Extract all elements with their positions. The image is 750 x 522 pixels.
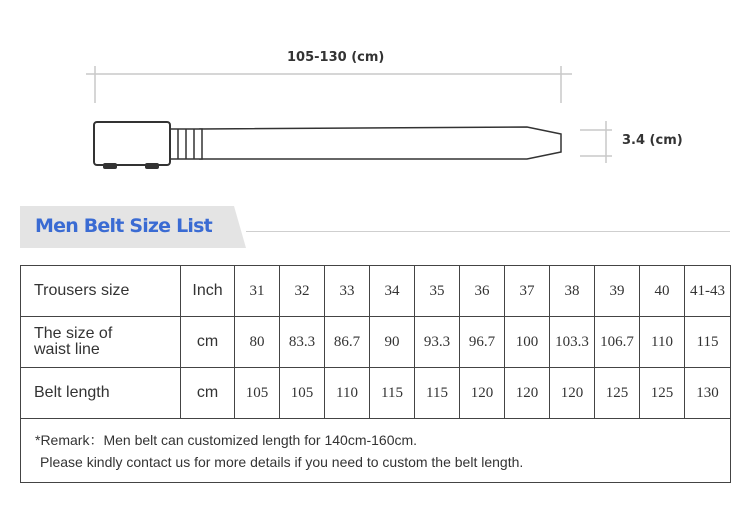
- table-cell: 83.3: [280, 317, 325, 368]
- row-label-waist-line: [21, 317, 181, 368]
- remark-line: *Remark：Men belt can customized length for 140cm-160cm.: [35, 432, 418, 448]
- table-cell: 120: [505, 368, 550, 419]
- belt-size-table: [20, 265, 731, 483]
- table-cell: 125: [640, 368, 685, 419]
- table-row-remark: [21, 419, 731, 483]
- table-cell: 35: [415, 266, 460, 317]
- table-cell: 125: [595, 368, 640, 419]
- section-header: [20, 206, 246, 248]
- belt-strap-shape: [200, 127, 561, 159]
- table-cell: 86.7: [325, 317, 370, 368]
- belt-diagram: [0, 0, 750, 200]
- table-row-belt-length: [21, 368, 731, 419]
- table-cell: 34: [370, 266, 415, 317]
- table-cell: 41-43: [685, 266, 731, 317]
- table-row-waist-line: [21, 317, 731, 368]
- remark-cell: [21, 419, 731, 483]
- table-cell: 96.7: [460, 317, 505, 368]
- length-dimension-label: 105-130 (cm): [287, 50, 385, 65]
- table-cell: 93.3: [415, 317, 460, 368]
- table-cell: 39: [595, 266, 640, 317]
- section-title: Men Belt Size List: [35, 215, 212, 237]
- belt-keeper-loops: [170, 129, 202, 159]
- table-cell: 105: [280, 368, 325, 419]
- table-cell: 100: [505, 317, 550, 368]
- table-cell: 110: [640, 317, 685, 368]
- length-dimension-line: [86, 66, 572, 103]
- table-cell: 115: [415, 368, 460, 419]
- unit-cell: cm: [181, 368, 235, 419]
- unit-cell: Inch: [181, 266, 235, 317]
- table-cell: 40: [640, 266, 685, 317]
- table-cell: 90: [370, 317, 415, 368]
- section-divider: [246, 231, 730, 232]
- width-dimension-line: [580, 121, 612, 163]
- table-cell: 105: [235, 368, 280, 419]
- table-cell: 120: [460, 368, 505, 419]
- row-label-line: The size of: [34, 325, 113, 342]
- table-cell: 130: [685, 368, 731, 419]
- table-cell: 80: [235, 317, 280, 368]
- width-dimension-label: 3.4 (cm): [622, 133, 683, 148]
- table-cell: 33: [325, 266, 370, 317]
- row-label-line: waist line: [34, 341, 100, 358]
- table-cell: 38: [550, 266, 595, 317]
- row-label-trousers-size: Trousers size: [21, 266, 181, 317]
- table-cell: 115: [370, 368, 415, 419]
- table-cell: 115: [685, 317, 731, 368]
- table-cell: 37: [505, 266, 550, 317]
- table-cell: 106.7: [595, 317, 640, 368]
- table-cell: 110: [325, 368, 370, 419]
- unit-cell: cm: [181, 317, 235, 368]
- row-label-belt-length: Belt length: [21, 368, 181, 419]
- table-cell: 36: [460, 266, 505, 317]
- remark-line: Please kindly contact us for more details if you need to custom the belt length.: [40, 454, 524, 470]
- table-cell: 120: [550, 368, 595, 419]
- belt-buckle-shape: [94, 122, 170, 169]
- table-cell: 32: [280, 266, 325, 317]
- table-row-trousers-size: [21, 266, 731, 317]
- table-cell: 103.3: [550, 317, 595, 368]
- table-cell: 31: [235, 266, 280, 317]
